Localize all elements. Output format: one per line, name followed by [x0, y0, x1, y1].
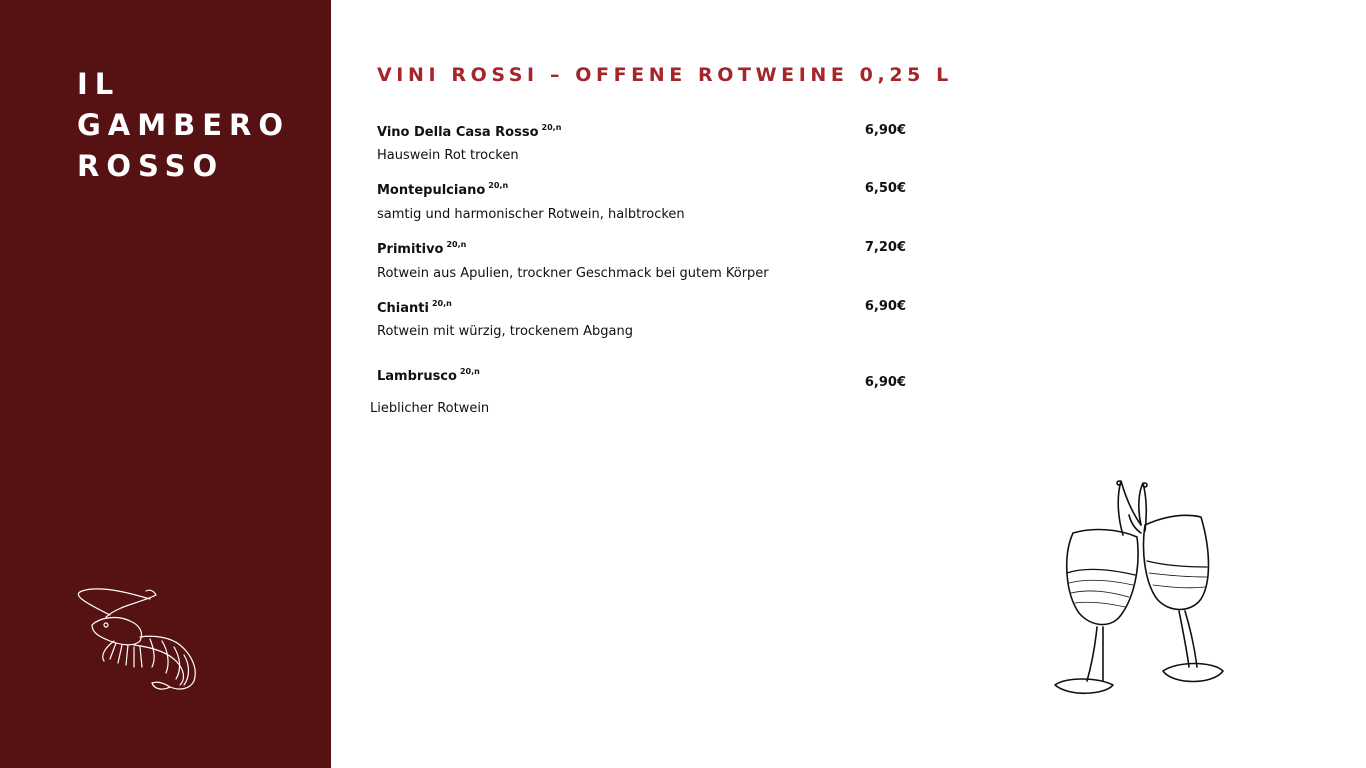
section-title: VINI ROSSI – OFFENE ROTWEINE 0,25 L — [377, 64, 953, 86]
wine-name-text: Chianti — [377, 301, 429, 316]
sidebar — [0, 0, 331, 768]
wine-price: 7,20€ — [864, 240, 906, 255]
wine-name-text: Primitivo — [377, 242, 444, 257]
brand-line-3: ROSSO — [77, 149, 225, 183]
wine-price: 6,50€ — [864, 181, 906, 196]
wine-name-text: Montepulciano — [377, 183, 486, 198]
brand-line-1: IL — [77, 67, 121, 101]
wine-name-text: Vino Della Casa Rosso — [377, 125, 539, 140]
restaurant-name — [77, 64, 290, 187]
wine-description: Lieblicher Rotwein — [370, 401, 490, 416]
wine-name-text: Lambrusco — [377, 369, 457, 384]
wine-price: 6,90€ — [864, 299, 906, 314]
wine-name — [377, 123, 561, 140]
wine-description: Hauswein Rot trocken — [377, 148, 519, 163]
allergen-codes: 20,n — [446, 240, 467, 249]
allergen-codes: 20,n — [431, 299, 452, 308]
wine-description: samtig und harmonischer Rotwein, halbtrocken — [377, 207, 685, 222]
wine-name — [377, 181, 508, 198]
brand-line-2: GAMBERO — [77, 108, 291, 142]
wine-price: 6,90€ — [864, 123, 906, 138]
wine-name — [377, 299, 452, 316]
shrimp-icon — [70, 585, 210, 695]
allergen-codes: 20,n — [459, 367, 480, 376]
wine-name — [377, 240, 466, 257]
wine-glasses-icon — [1045, 475, 1235, 705]
wine-price: 6,90€ — [864, 375, 906, 390]
allergen-codes: 20,n — [488, 181, 509, 190]
wine-description: Rotwein mit würzig, trockenem Abgang — [377, 324, 633, 339]
allergen-codes: 20,n — [541, 123, 562, 132]
wine-description: Rotwein aus Apulien, trockner Geschmack bei gutem Körper — [377, 266, 769, 281]
wine-name — [377, 367, 480, 384]
